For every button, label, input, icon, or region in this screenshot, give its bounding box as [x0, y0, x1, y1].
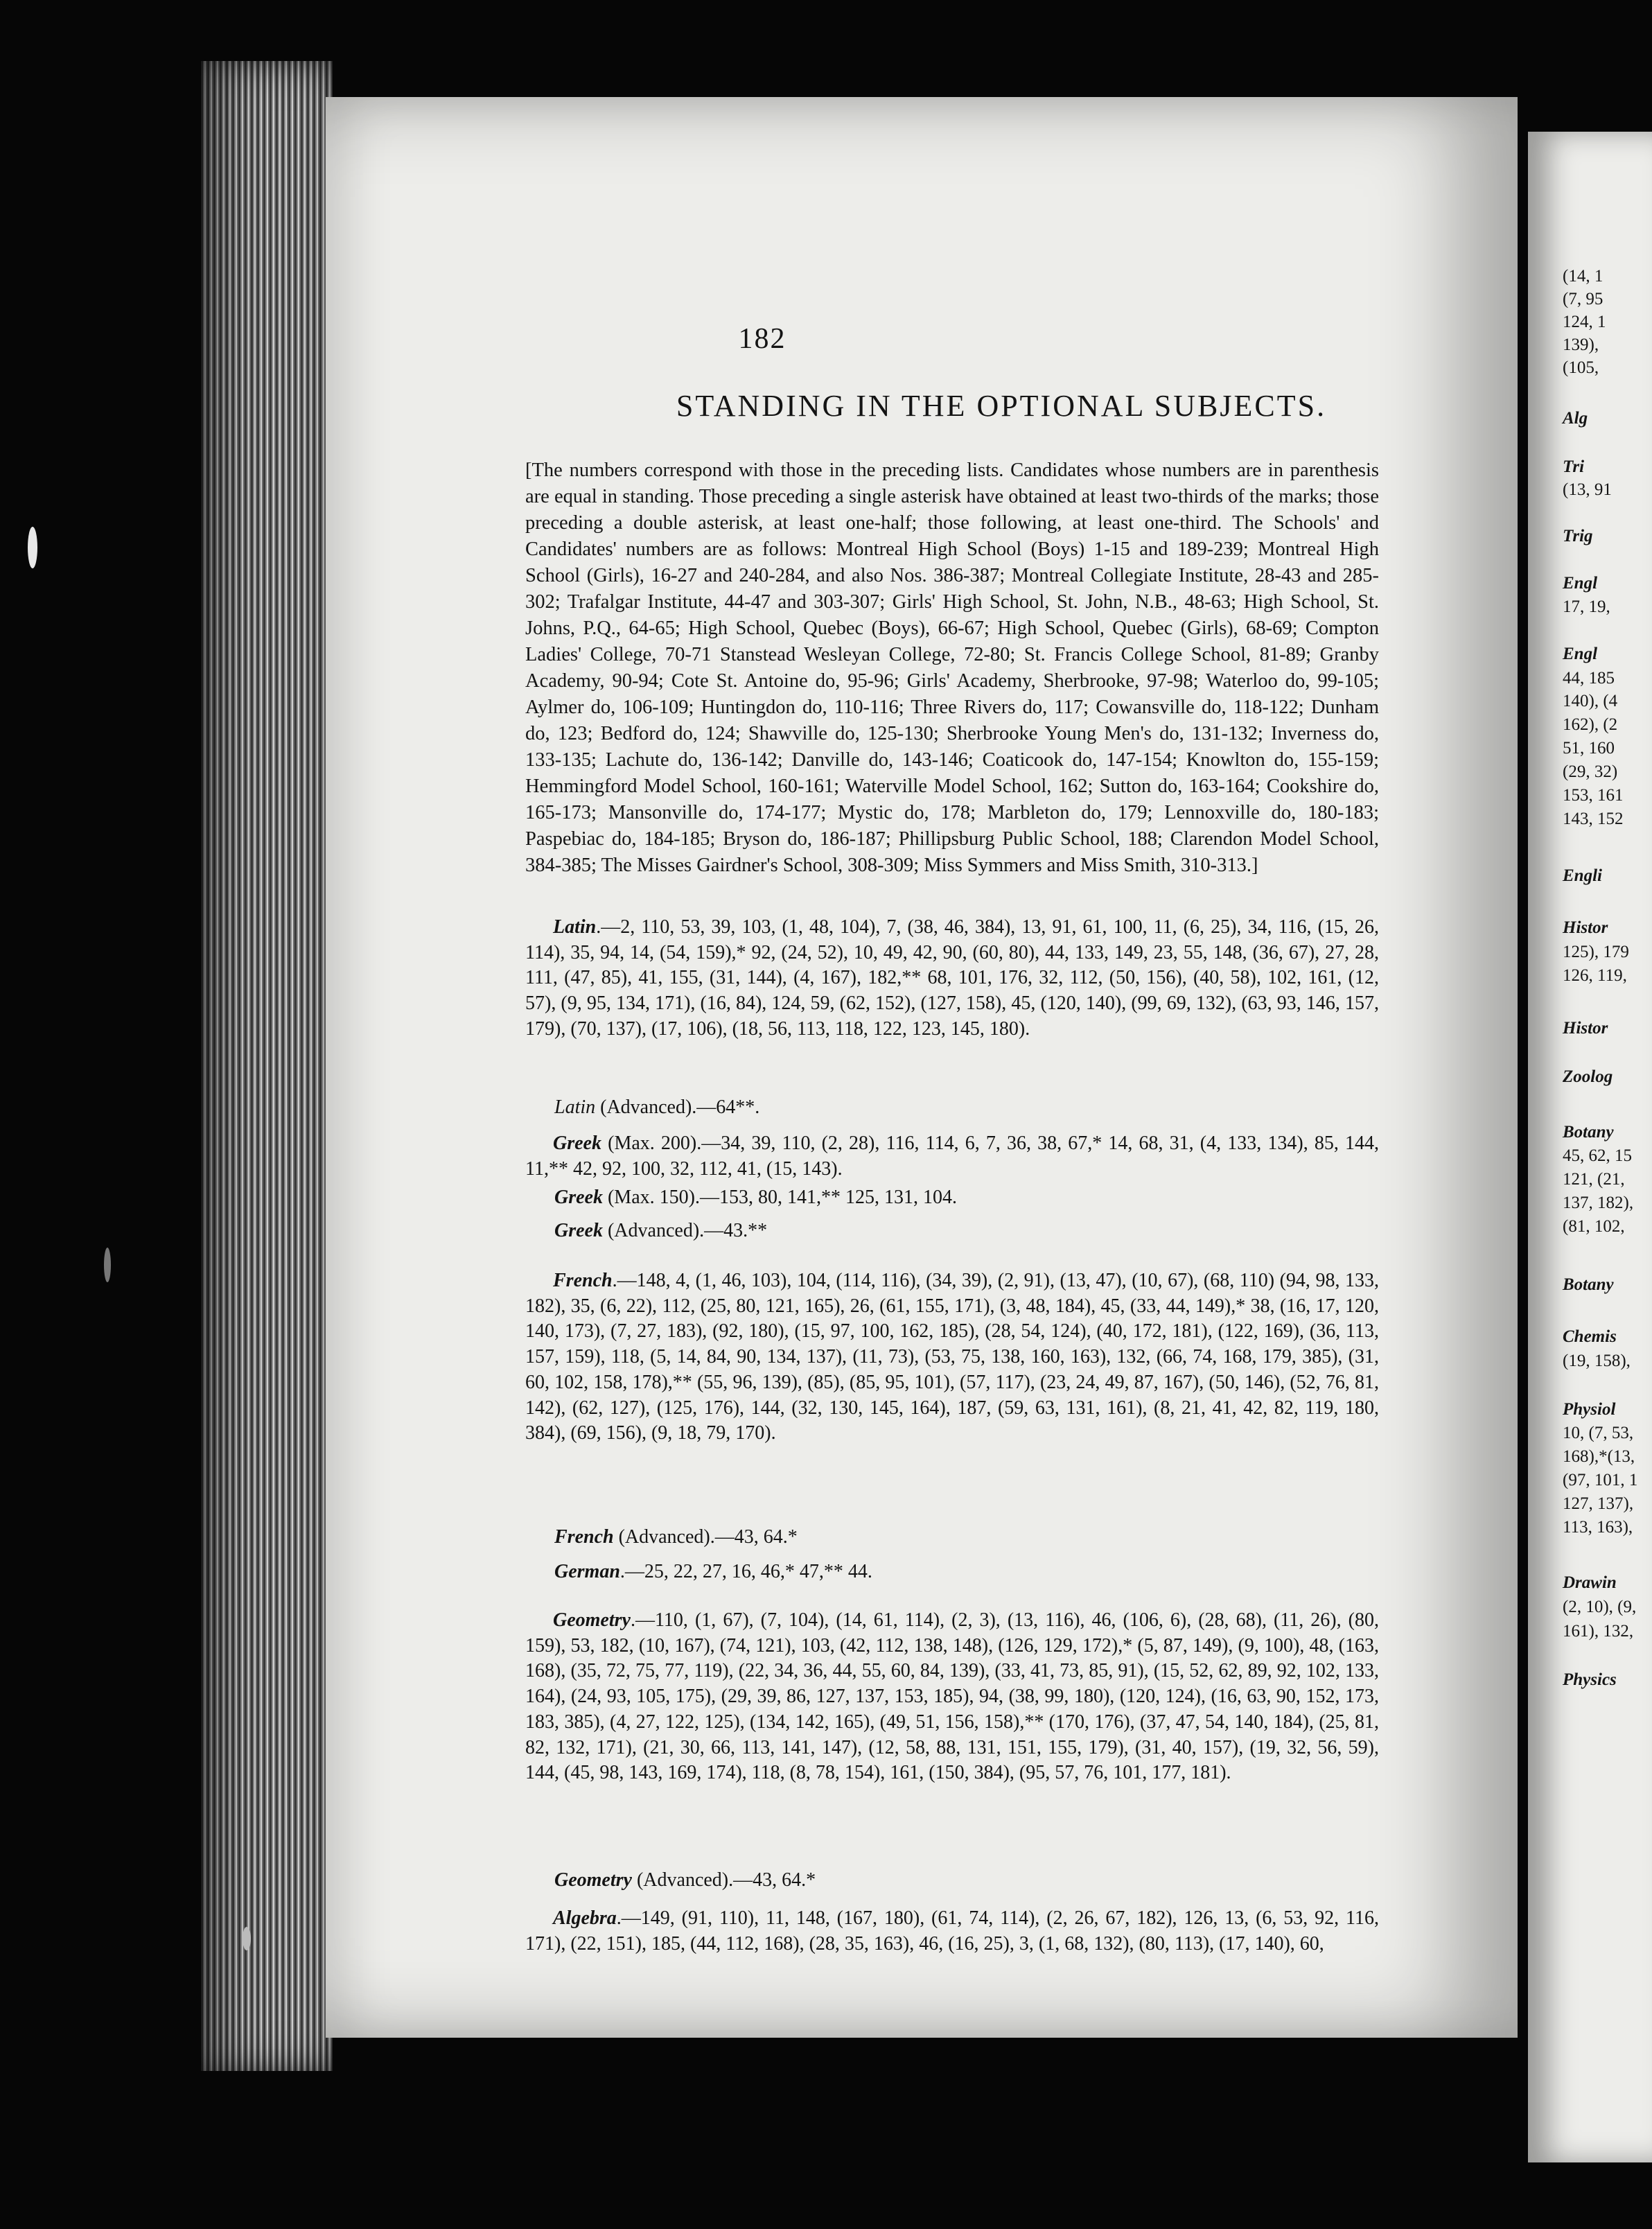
section-algebra: [525, 1906, 1379, 1957]
right-page-line: Histor: [1563, 918, 1608, 937]
right-page-line: 140), (4: [1563, 692, 1618, 710]
right-page-line: 121, (21,: [1563, 1170, 1625, 1189]
scan-speck: [104, 1248, 111, 1282]
right-page-line: Tri: [1563, 457, 1585, 476]
section-text: (Advanced).—43, 64.*: [631, 1869, 816, 1891]
section-geometry-advanced: [554, 1868, 1408, 1894]
right-page-line: (14, 1: [1563, 267, 1603, 286]
section-label: Latin: [554, 1096, 596, 1118]
right-page-line: Alg: [1563, 409, 1588, 428]
section-text: (Max. 150).—153, 80, 141,** 125, 131, 104.: [602, 1187, 957, 1208]
right-page-line: 126, 119,: [1563, 966, 1627, 985]
right-page-line: (105,: [1563, 358, 1599, 377]
section-label: Greek: [554, 1187, 603, 1208]
right-page-line: Drawin: [1563, 1573, 1617, 1592]
right-page-line: 125), 179: [1563, 943, 1629, 961]
right-page-line: 113, 163),: [1563, 1518, 1633, 1537]
section-label: Greek: [553, 1133, 601, 1154]
page-title: STANDING IN THE OPTIONAL SUBJECTS.: [676, 389, 1327, 423]
right-page-line: (19, 158),: [1563, 1352, 1631, 1370]
section-german: [554, 1559, 1408, 1585]
right-page-line: Physics: [1563, 1670, 1617, 1689]
right-page-line: (29, 32): [1563, 762, 1618, 781]
section-greek-200: [525, 1131, 1379, 1182]
section-label: Greek: [554, 1220, 603, 1241]
right-page-line: (13, 91: [1563, 480, 1612, 499]
right-page-line: 137, 182),: [1563, 1194, 1634, 1212]
section-greek-advanced: [554, 1218, 1408, 1244]
right-page-line: 143, 152: [1563, 810, 1624, 828]
section-text: (Advanced).—64**.: [595, 1096, 760, 1118]
section-latin: [525, 915, 1379, 1042]
right-page-line: Zoolog: [1563, 1067, 1613, 1086]
section-text: .—2, 110, 53, 39, 103, (1, 48, 104), 7, (38, 46, 384), 13, 91, 61, 100, 11, (6, 25), 34, 116, (15, 26, 114), 35, 94, 14, (54, 159),* 92, (24, 52), 10, 49, 42, 90, (60, 80), 44, 133, 149, 23, 55, 148, (36, 67), 27, 28, 111, (47, 85), 41, 155, (31, 144), (4, 167), 182,** 68, 101, 176, 32, 112, (50, 156), (40, 58), 102, 161, (12, 57), (9, 95, 134, 171), (16, 84), 124, 59, (62, 152), (127, 158), 45, (120, 140), (99, 69, 132), (63, 93, 146, 157, 179), (70, 137), (17, 106), (18, 56, 113, 118, 122, 123, 145, 180).: [525, 916, 1379, 1040]
section-text: (Advanced).—43.**: [602, 1220, 768, 1241]
section-text: (Advanced).—43, 64.*: [613, 1526, 798, 1548]
left-page: [326, 97, 1518, 2038]
right-page-line: 51, 160: [1563, 739, 1615, 758]
right-page-line: (81, 102,: [1563, 1217, 1625, 1236]
right-page-line: Botany: [1563, 1123, 1614, 1142]
section-french: [525, 1268, 1379, 1446]
right-page-line: Engl: [1563, 645, 1598, 663]
right-page-line: (7, 95: [1563, 290, 1603, 308]
right-page-line: 127, 137),: [1563, 1494, 1634, 1513]
page-number: 182: [738, 323, 787, 355]
right-page-line: 44, 185: [1563, 669, 1615, 688]
section-french-advanced: [554, 1525, 1408, 1550]
section-label: French: [553, 1270, 613, 1291]
section-text: .—110, (1, 67), (7, 104), (14, 61, 114), (2, 3), (13, 116), 46, (106, 6), (28, 68), (11, 26), (80, 159), 53, 182, (10, 167), (74, 121), 103, (42, 112, 138, 148), (126, 129, 172),* (5, 87, 149), (9, 100), 48, (163, 168), (35, 72, 75, 77, 119), (22, 34, 36, 44, 55, 60, 84, 139), (33, 41, 73, 85, 91), (15, 52, 62, 89, 92, 102, 133, 164), (24, 93, 105, 175), (29, 39, 86, 127, 137, 153, 185), 94, (38, 99, 180), (120, 124), (16, 63, 90, 152, 173, 183, 385), (4, 27, 122, 125), (134, 142, 165), (49, 51, 156, 158),** (170, 176), (37, 47, 54, 140, 184), (25, 81, 82, 132, 171), (21, 30, 66, 113, 141, 147), (12, 58, 88, 131, 151, 155, 179), (31, 40, 157), (19, 32, 56, 59), 144, (45, 98, 143, 169, 174), 118, (8, 78, 154), 161, (150, 384), (95, 57, 76, 101, 177, 181).: [525, 1609, 1379, 1784]
right-page-line: Botany: [1563, 1275, 1614, 1294]
section-label: Geometry: [553, 1609, 631, 1631]
right-page-line: Chemis: [1563, 1327, 1617, 1346]
section-label: Algebra: [553, 1907, 617, 1929]
right-page-line: Histor: [1563, 1019, 1608, 1038]
right-page-line: 124, 1: [1563, 313, 1606, 331]
book-page-edges: [201, 61, 333, 2071]
right-page-line: 10, (7, 53,: [1563, 1424, 1634, 1442]
section-latin-advanced: [554, 1095, 1408, 1121]
section-label: French: [554, 1526, 614, 1548]
right-page-line: Engli: [1563, 866, 1602, 885]
right-page-line: Trig: [1563, 527, 1593, 545]
right-page-line: 139),: [1563, 335, 1599, 354]
section-greek-150: [554, 1185, 1408, 1211]
section-text: .—148, 4, (1, 46, 103), 104, (114, 116), (34, 39), (2, 91), (13, 47), (10, 67), (68, 110) (94, 98, 133, 182), 35, (6, 22), 112, (25, 80, 121, 165), 26, (61, 155, 171), (3, 48, 184), 45, (33, 44, 149),* 38, (16, 17, 120, 140, 173), (7, 27, 183), (92, 180), (15, 97, 100, 162, 185), (28, 54, 124), (40, 172, 181), (122, 169), (36, 113, 157, 159), 118, (5, 14, 84, 90, 134, 137), (11, 73), (53, 75, 138, 160, 163), 132, (66, 74, 168, 179, 385), (31, 60, 102, 158, 178),** (55, 96, 139), (85), (85, 95, 101), (57, 117), (23, 24, 49, 87, 167), (50, 146), (52, 76, 81, 142), (62, 127), (125, 176), 144, (32, 130, 145, 164), 187, (59, 63, 131, 161), (8, 21, 41, 42, 82, 119, 180, 384), (69, 156), (9, 18, 79, 170).: [525, 1270, 1379, 1444]
section-label: German: [554, 1561, 620, 1582]
right-page-line: 162), (2: [1563, 715, 1618, 734]
right-page-line: 153, 161: [1563, 786, 1624, 805]
section-text: .—25, 22, 27, 16, 46,* 47,** 44.: [620, 1561, 872, 1582]
right-page-line: Physiol: [1563, 1400, 1616, 1419]
right-page-line: 161), 132,: [1563, 1622, 1634, 1641]
right-page-line: 168),*(13,: [1563, 1447, 1635, 1466]
right-page-line: 17, 19,: [1563, 597, 1610, 616]
right-page-line: Engl: [1563, 574, 1598, 593]
right-page-line: (97, 101, 1: [1563, 1471, 1638, 1489]
section-geometry: [525, 1608, 1379, 1786]
section-text: (Max. 200).—34, 39, 110, (2, 28), 116, 114, 6, 7, 36, 38, 67,* 14, 68, 31, (4, 133, 134), 85, 144, 11,** 42, 92, 100, 32, 112, 41, (15, 143).: [525, 1133, 1379, 1180]
section-label: Geometry: [554, 1869, 632, 1891]
right-page-line: 45, 62, 15: [1563, 1146, 1632, 1165]
scan-speck: [243, 1927, 251, 1950]
scan-speck: [28, 527, 37, 568]
section-text: .—149, (91, 110), 11, 148, (167, 180), (61, 74, 114), (2, 26, 67, 182), 126, 13, (6, 53, 92, 116, 171), (22, 151), 185, (44, 112, 168), (28, 35, 163), 46, (16, 25), 3, (1, 68, 132), (80, 113), (17, 140), 60,: [525, 1907, 1379, 1955]
intro-paragraph: [The numbers correspond with those in the preceding lists. Candidates whose numbers are in parenthesis are equal in standing. Those preceding a single asterisk have obtained at least two-thirds of the marks; those preceding a double asterisk, at least one-half; those following, at least one-third. The Schools' and Candidates' numbers are as follows: Montreal High School (Boys) 1-15 and 189-239; Montreal High School (Girls), 16-27 and 240-284, and also Nos. 386-387; Montreal Collegiate Institute, 28-43 and 285-302; Trafalgar Institute, 44-47 and 303-307; Girls' High School, St. John, N.B., 48-63; High School, St. Johns, P.Q., 64-65; High School, Quebec (Boys), 66-67; High School, Quebec (Girls), 68-69; Compton Ladies' College, 70-71 Stanstead Wesleyan College, 72-80; St. Francis College School, 81-89; Granby Academy, 90-94; Cote St. Antoine do, 95-96; Girls' Academy, Sherbrooke, 97-98; Waterloo do, 99-105; Aylmer do, 106-109; Huntingdon do, 110-116; Three Rivers do, 117; Cowansville do, 118-122; Dunham do, 123; Bedford do, 124; Shawville do, 125-130; Sherbrooke Young Men's do, 131-132; Inverness do, 133-135; Lachute do, 136-142; Danville do, 143-146; Coaticook do, 147-154; Knowlton do, 155-159; Hemmingford Model School, 160-161; Waterville Model School, 162; Sutton do, 163-164; Cookshire do, 165-173; Mansonville do, 174-177; Mystic do, 178; Marbleton do, 179; Lennoxville do, 180-183; Paspebiac do, 184-185; Bryson do, 186-187; Phillipsburg Public School, 188; Clarendon Model School, 384-385; The Misses Gairdner's School, 308-309; Miss Symmers and Miss Smith, 310-313.]: [525, 460, 1379, 876]
right-page-fragment: [1528, 132, 1652, 2162]
section-label: Latin: [553, 916, 597, 938]
right-page-line: (2, 10), (9,: [1563, 1598, 1637, 1616]
